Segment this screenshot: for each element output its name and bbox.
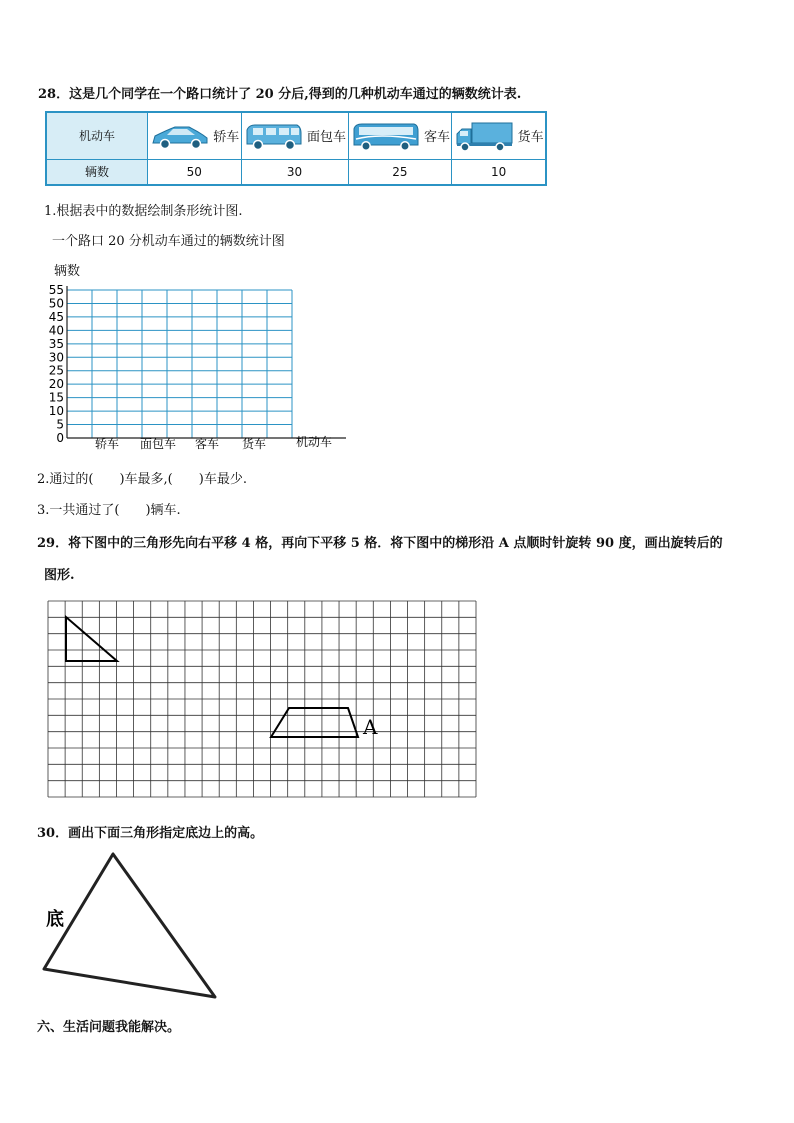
y-tick-label: 35 xyxy=(48,336,64,351)
section-6-heading: 六、生活问题我能解决。 xyxy=(37,1020,181,1035)
bus-icon xyxy=(350,121,422,151)
table-cell-minivan xyxy=(241,112,348,159)
x-category-label: 货车 xyxy=(241,437,267,451)
vehicle-label-bus: 客车 xyxy=(423,130,450,146)
chart-axes xyxy=(67,286,346,438)
table-header-count: 辆数 xyxy=(46,159,148,185)
x-category-label: 轿车 xyxy=(94,437,120,451)
square-grid xyxy=(48,601,476,797)
triangle-figure[interactable] xyxy=(38,850,228,1005)
y-tick-label: 55 xyxy=(48,283,64,297)
trapezoid-shape xyxy=(271,708,358,737)
y-tick-label: 10 xyxy=(48,404,64,419)
y-tick-label: 50 xyxy=(48,296,64,311)
q30-prompt: 30．画出下面三角形指定底边上的高。 xyxy=(37,826,264,841)
triangle-shape xyxy=(66,617,117,661)
y-tick-label: 45 xyxy=(48,309,64,324)
translation-grid[interactable] xyxy=(40,596,485,806)
table-cell-bus xyxy=(348,112,452,159)
blank-bar-chart[interactable] xyxy=(30,282,360,452)
truck-icon xyxy=(454,120,516,152)
q29-prompt-line2: 图形. xyxy=(44,568,75,583)
y-tick-label: 30 xyxy=(48,350,64,365)
x-category-label: 面包车 xyxy=(139,437,177,451)
chart-grid xyxy=(67,290,292,438)
y-tick-label: 0 xyxy=(56,431,64,445)
table-cell-sedan xyxy=(148,112,242,159)
table-value-sedan: 50 xyxy=(148,159,242,185)
sedan-car-icon xyxy=(149,121,211,151)
table-cell-truck xyxy=(452,112,546,159)
vehicle-label-sedan: 轿车 xyxy=(213,130,240,146)
q28-subquestion-1: 1.根据表中的数据绘制条形统计图. xyxy=(44,204,243,219)
chart-x-axis-label: 机动车 xyxy=(296,435,333,449)
vehicle-label-truck: 货车 xyxy=(517,130,544,146)
q29-prompt-line1: 29．将下图中的三角形先向右平移 4 格，再向下平移 5 格．将下图中的梯形沿 A 点顺时针旋转 90 度，画出旋转后的 xyxy=(37,536,723,551)
y-tick-label: 20 xyxy=(48,377,64,392)
y-tick-label: 5 xyxy=(56,417,64,432)
x-category-label: 客车 xyxy=(194,437,220,451)
q28-subquestion-2: 2.通过的( )车最多,( )车最少. xyxy=(37,472,247,487)
table-value-truck: 10 xyxy=(452,159,546,185)
vehicle-count-table xyxy=(45,111,547,186)
chart-y-axis-label: 辆数 xyxy=(54,264,81,279)
chart-y-ticks xyxy=(49,283,64,445)
given-triangle xyxy=(44,854,215,997)
y-tick-label: 40 xyxy=(48,323,64,338)
q28-subquestion-3: 3.一共通过了( )辆车. xyxy=(37,503,181,518)
chart-title: 一个路口 20 分机动车通过的辆数统计图 xyxy=(52,234,285,249)
q28-prompt: 28．这是几个同学在一个路口统计了 20 分后,得到的几种机动车通过的辆数统计表. xyxy=(38,87,522,102)
table-value-bus: 25 xyxy=(348,159,452,185)
table-header-vehicle: 机动车 xyxy=(46,112,148,159)
y-tick-label: 25 xyxy=(48,363,64,378)
vehicle-label-minivan: 面包车 xyxy=(307,130,347,146)
minivan-icon xyxy=(243,121,305,151)
y-tick-label: 15 xyxy=(48,390,64,405)
point-a-label: A xyxy=(363,715,378,739)
table-value-minivan: 30 xyxy=(241,159,348,185)
base-label: 底 xyxy=(46,909,64,930)
